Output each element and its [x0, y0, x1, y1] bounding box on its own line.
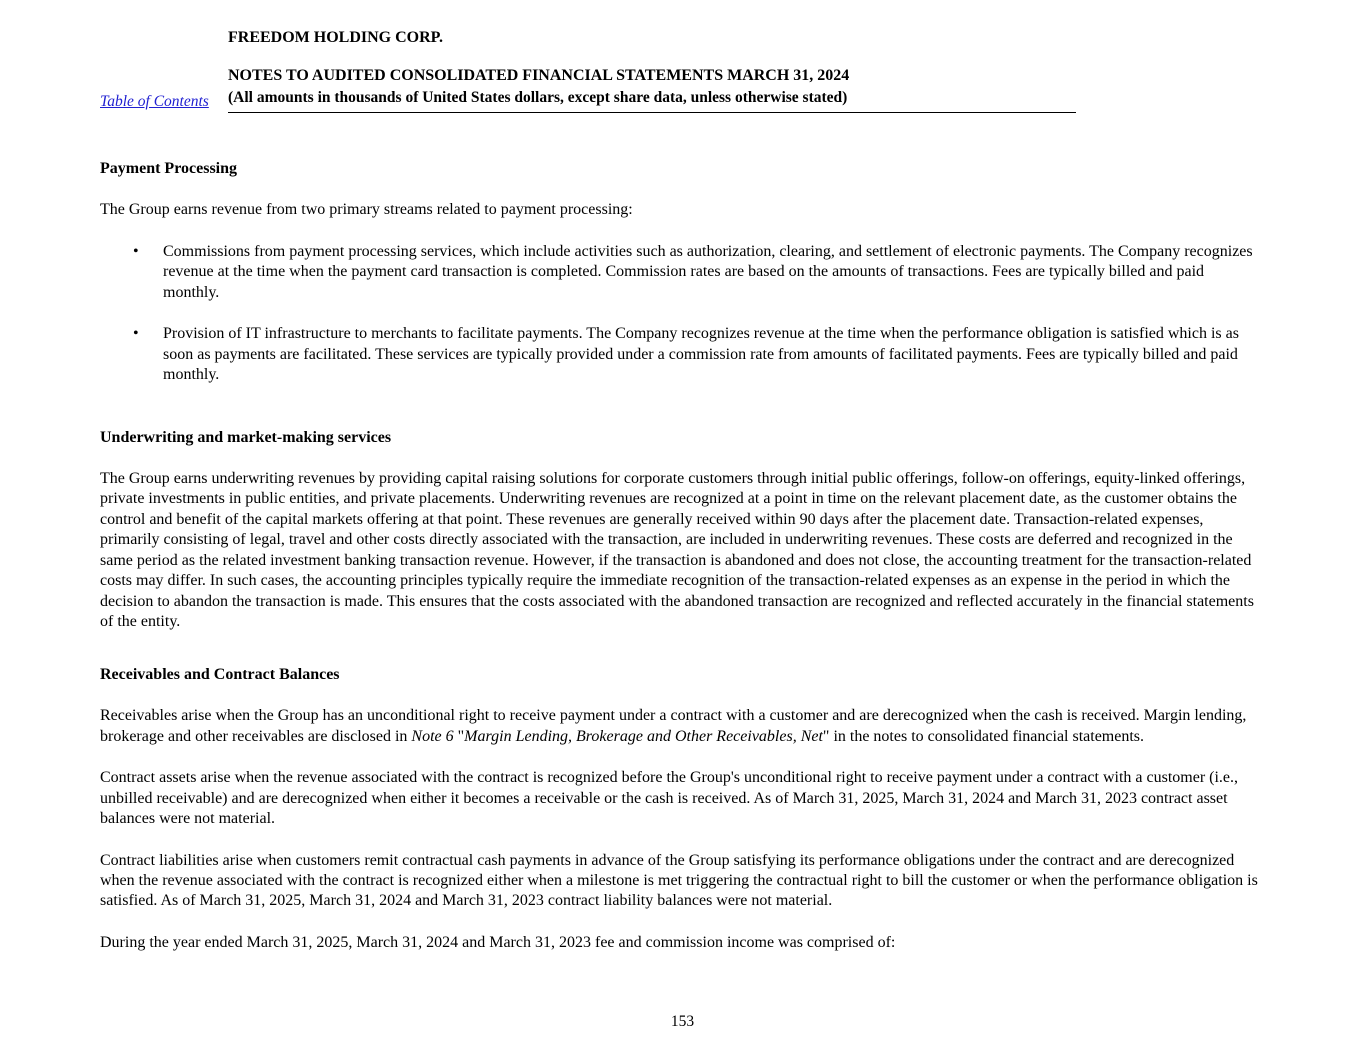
receivables-paragraph-1: [100, 706, 1263, 747]
table-of-contents-link[interactable]: Table of Contents: [100, 93, 209, 110]
section-heading-payment-processing: Payment Processing: [100, 159, 238, 177]
bullet-list: [100, 242, 1263, 386]
bullet-item-it-infrastructure: [100, 324, 1263, 385]
section-heading-receivables: Receivables and Contract Balances: [100, 665, 340, 683]
bullet-text-commissions: Commissions from payment processing services, which include activities such as authorization, clearing, and settlement of electronic payments. The Company recognizes revenue at the time when the payment card transaction is completed. Commission rates are based on the amounts of transactions. Fees are typically billed and paid monthly.: [163, 242, 1253, 301]
fee-commission-intro-paragraph: During the year ended March 31, 2025, March 31, 2024 and March 31, 2023 fee and commission income was comprised of:: [100, 933, 896, 951]
contract-liabilities-paragraph: Contract liabilities arise when customers remit contractual cash payments in advance of the Group satisfying its performance obligations under the contract and are derecognized when the revenue associated with the contract is recognized either when a milestone is met triggering the contractual right to bill the customer or when the performance obligation is satisfied. As of March 31, 2025, March 31, 2024 and March 31, 2023 contract liability balances were not material.: [100, 851, 1258, 910]
bullet-marker: •: [133, 325, 139, 343]
receivables-p1-text: Receivables arise when the Group has an unconditional right to receive payment under a contract with a customer and are derecognized when the cash is received. Margin lending, brokerage and other receivables are disclosed in: [100, 707, 1247, 745]
receivables-p1-text: " in the notes to consolidated financial statements.: [822, 727, 1145, 745]
bullet-text-it-infrastructure: Provision of IT infrastructure to merchants to facilitate payments. The Company recognizes revenue at the time when the performance obligation is satisfied which is as soon as payments are facilitated. These services are typically provided under a commission rate from amounts of facilitated payments. Fees are typically billed and paid monthly.: [163, 325, 1239, 384]
section-heading-underwriting: Underwriting and market-making services: [100, 428, 392, 446]
note-6-reference: Note 6: [411, 727, 454, 745]
receivables-p1-text: ": [453, 727, 465, 745]
document-header: [228, 28, 1076, 113]
underwriting-body: The Group earns underwriting revenues by providing capital raising solutions for corporate customers through initial public offerings, follow-on offerings, equity-linked offerings, private investments in public entities, and private placements. Underwriting revenues are recognized at a point in time on the relevant placement date, as the customer obtains the control and benefit of the capital markets offering at that point. These revenues are generally received within 90 days after the placement date. Transaction-related expenses, primarily consisting of legal, travel and other costs directly associated with the transaction, are included in underwriting revenues. These costs are deferred and recognized in the same period as the related investment banking transaction revenue. However, if the transaction is abandoned and does not close, the accounting treatment for the transaction-related costs may differ. In such cases, the accounting principles typically require the immediate recognition of the transaction-related expenses as an expense in the period in which the decision to abandon the transaction is made. This ensures that the costs associated with the abandoned transaction are recognized and reflected accurately in the financial statements of the entity.: [100, 469, 1254, 631]
document-subtitle: (All amounts in thousands of United States dollars, except share data, unless otherwise stated): [228, 88, 848, 106]
document-title: NOTES TO AUDITED CONSOLIDATED FINANCIAL STATEMENTS MARCH 31, 2024: [228, 67, 850, 85]
bullet-item-commissions: [100, 242, 1263, 303]
bullet-marker: •: [133, 242, 139, 260]
company-name: FREEDOM HOLDING CORP.: [228, 29, 443, 46]
contract-assets-paragraph: Contract assets arise when the revenue associated with the contract is recognized before the Group's unconditional right to receive payment under a contract with a customer (i.e., unbilled receivable) and are derecognized when either it becomes a receivable or the cash is received. As of March 31, 2025, March 31, 2024 and March 31, 2023 contract asset balances were not material.: [100, 769, 1239, 828]
page-number: 153: [670, 1013, 695, 1030]
note-6-title: Margin Lending, Brokerage and Other Receivables, Net: [464, 727, 823, 745]
document-body: [100, 159, 1263, 954]
payment-processing-intro: The Group earns revenue from two primary streams related to payment processing:: [100, 201, 633, 219]
